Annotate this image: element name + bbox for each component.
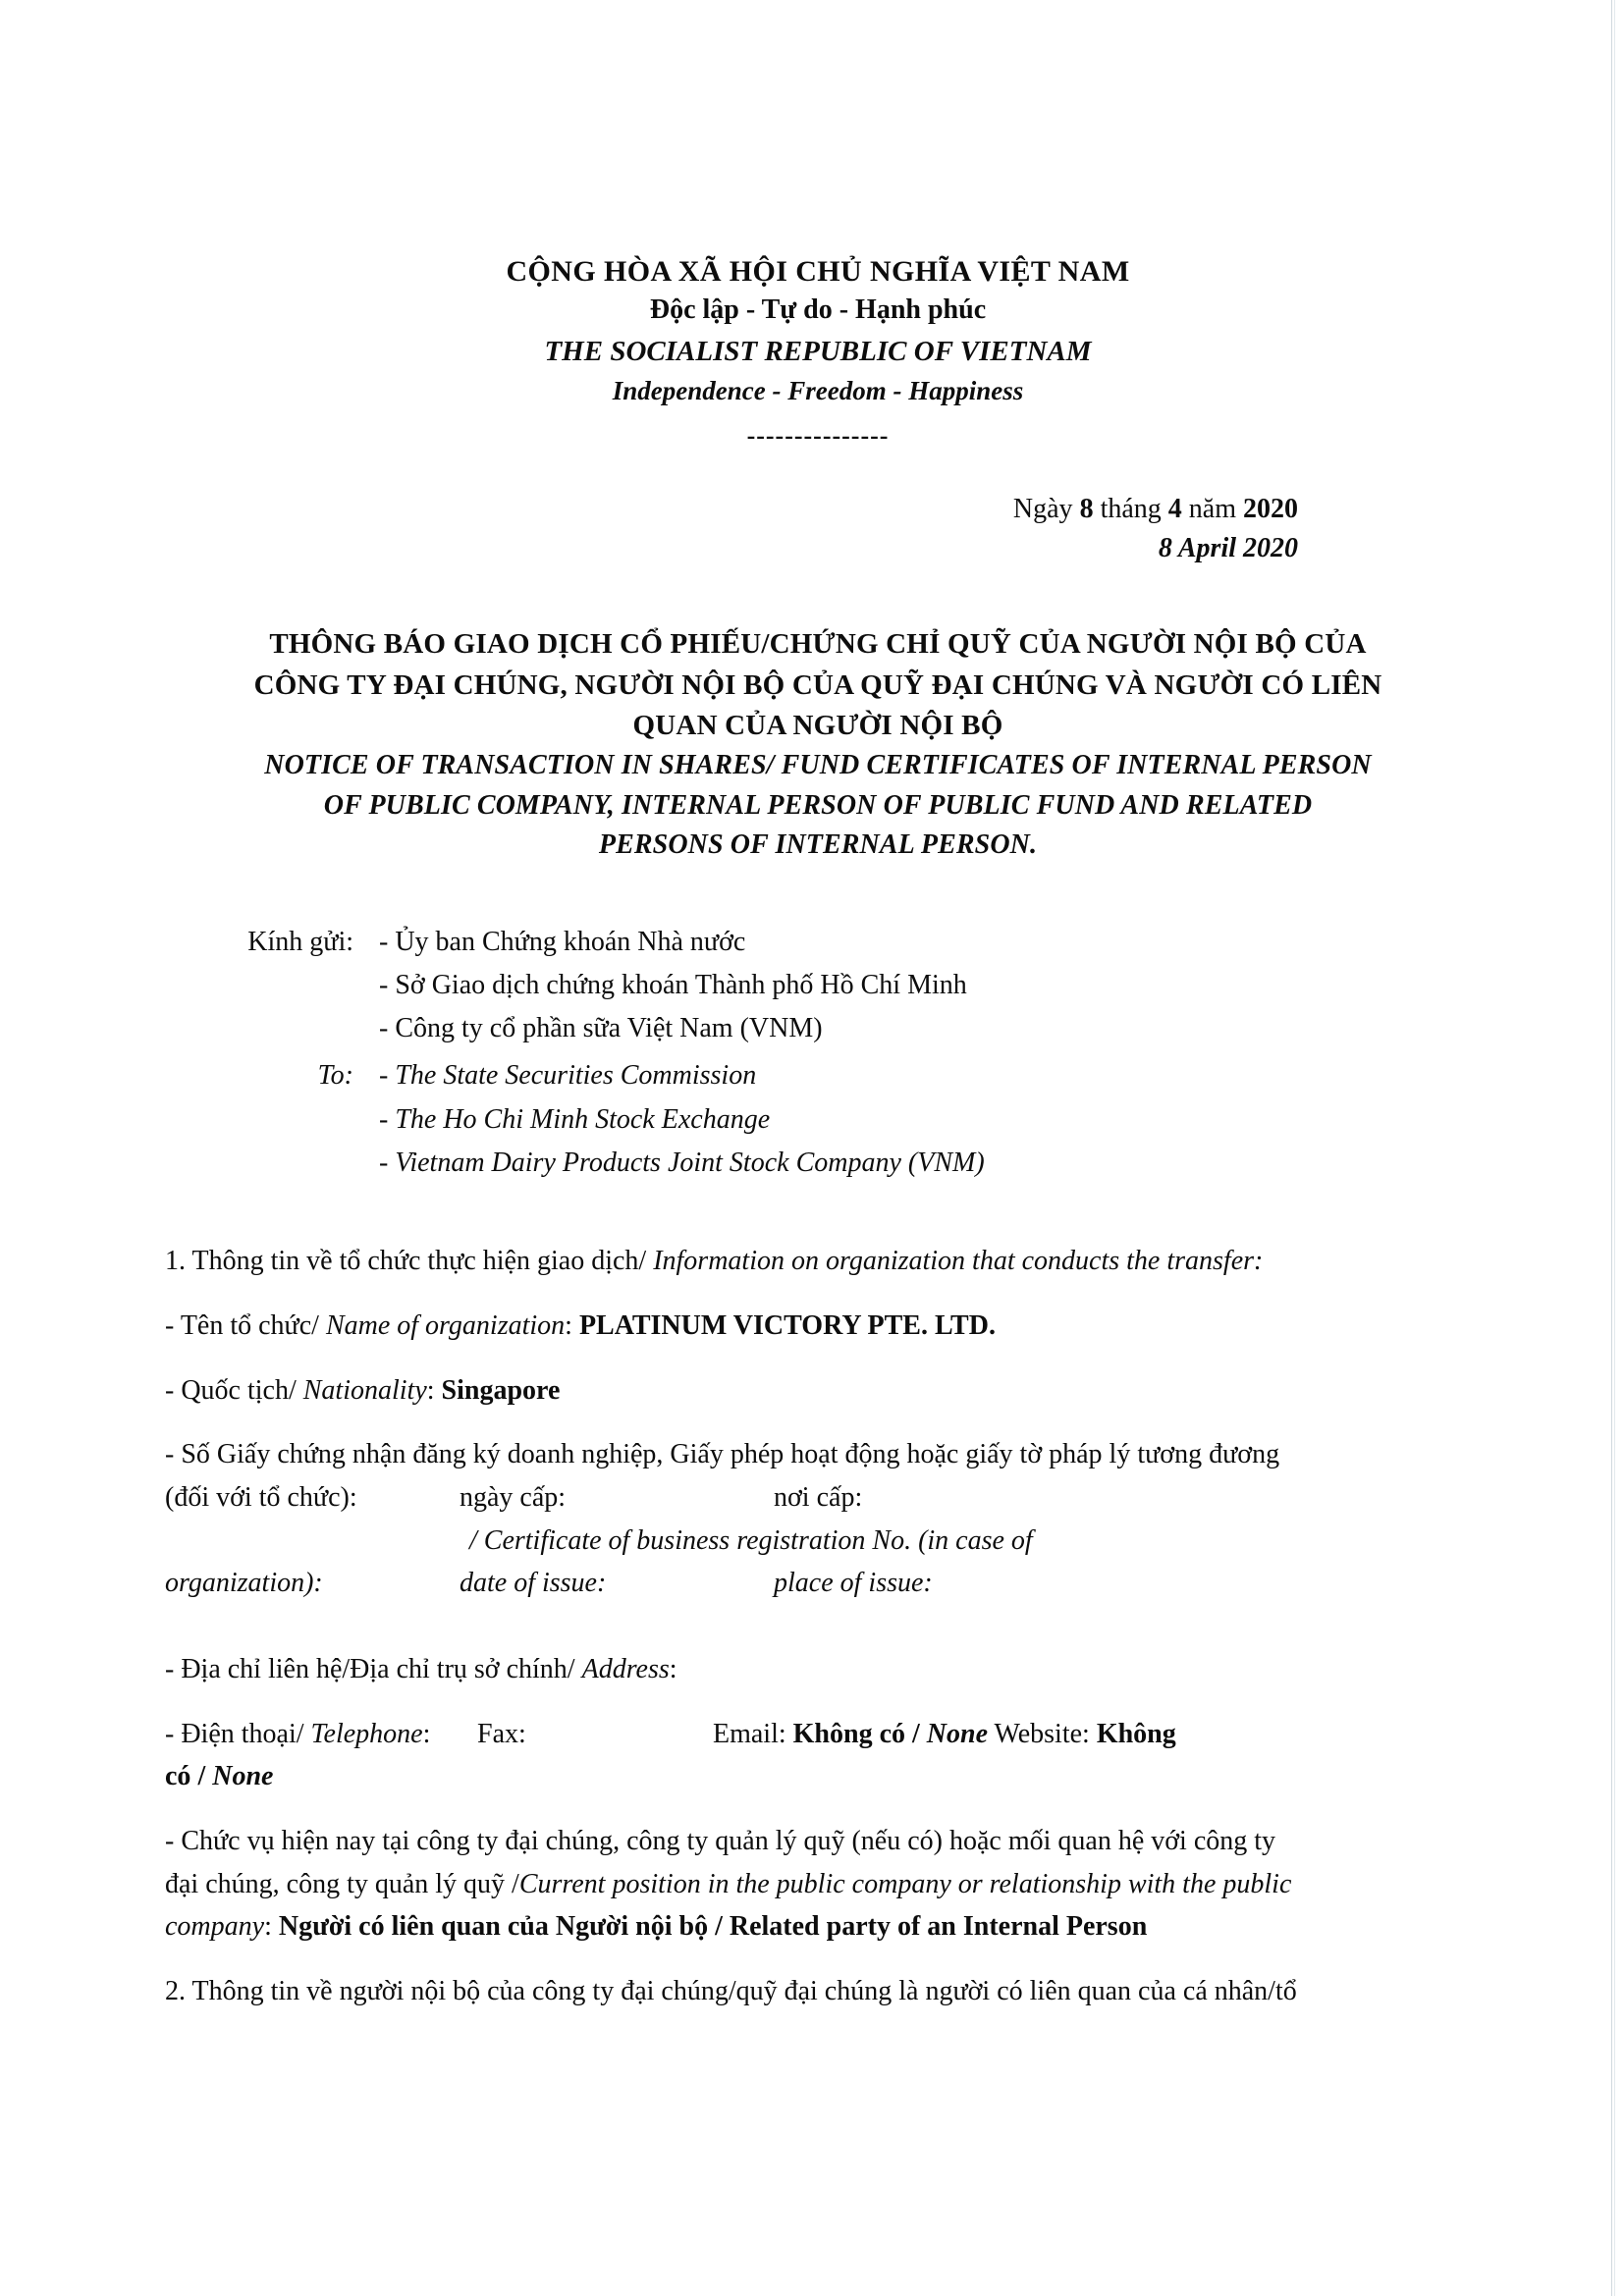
address-line xyxy=(165,1648,1471,1691)
date-day: 8 xyxy=(1079,493,1094,524)
organization-name-line xyxy=(165,1305,1471,1348)
registration-en-place-label: place of issue: xyxy=(774,1568,933,1599)
position-value-line xyxy=(165,1905,1471,1949)
position-value: Người có liên quan của Người nội bộ / Related party of an Internal Person xyxy=(278,1911,1148,1943)
national-header xyxy=(165,253,1471,449)
organization-name-label-en: Name of organization xyxy=(325,1309,566,1341)
website-value-vi-cont: có xyxy=(165,1761,191,1792)
registration-vi-fields-row xyxy=(165,1476,1471,1520)
email-separator: / xyxy=(905,1718,927,1749)
telephone-colon: : xyxy=(422,1718,431,1749)
title-en-line-1: NOTICE OF TRANSACTION IN SHARES/ FUND CERTIFICATES OF INTERNAL PERSON xyxy=(264,750,1372,780)
recipients-english xyxy=(165,1054,1471,1185)
registration-vi-line-1: - Số Giấy chứng nhận đăng ký doanh nghiệp, Giấy phép hoạt động hoặc giấy tờ pháp lý tương đương xyxy=(165,1439,1280,1470)
date-vi-prefix: Ngày xyxy=(1012,493,1080,524)
section-1-heading xyxy=(165,1240,1471,1283)
country-name-en: THE SOCIALIST REPUBLIC OF VIETNAM xyxy=(544,335,1092,367)
registration-vi-place-label: nơi cấp: xyxy=(774,1481,863,1513)
recipient-vi-1: - Ủy ban Chứng khoán Nhà nước xyxy=(379,926,746,957)
registration-en-org-label: organization): xyxy=(165,1568,323,1599)
recipients-vietnamese xyxy=(165,921,1471,1051)
title-vi-line-3: QUAN CỦA NGƯỜI NỘI BỘ xyxy=(632,709,1003,741)
address-label-en: Address xyxy=(581,1653,670,1684)
nationality-label-vi: - Quốc tịch/ xyxy=(165,1374,303,1406)
organization-name-colon: : xyxy=(565,1309,579,1341)
telephone-label-en: Telephone xyxy=(310,1718,423,1749)
address-colon: : xyxy=(669,1653,677,1684)
telephone-label-vi: - Điện thoại/ xyxy=(165,1718,311,1749)
recipients-vi-row xyxy=(165,921,1471,1051)
document-title xyxy=(165,624,1471,865)
address-label-vi: - Địa chỉ liên hệ/Địa chỉ trụ sở chính/ xyxy=(165,1653,582,1684)
position-line-1: - Chức vụ hiện nay tại công ty đại chúng, công ty quản lý quỹ (nếu có) hoặc mối quan hệ với công ty xyxy=(165,1825,1276,1856)
date-block xyxy=(165,490,1471,568)
recipients-en-row xyxy=(165,1054,1471,1185)
registration-vi-date-label: ngày cấp: xyxy=(460,1481,567,1513)
recipients-en-items xyxy=(379,1054,1471,1185)
scan-edge-line-secondary xyxy=(1614,0,1615,2296)
email-website-field xyxy=(713,1713,1471,1756)
recipients-block xyxy=(165,921,1471,1185)
title-vi-line-2: CÔNG TY ĐẠI CHÚNG, NGƯỜI NỘI BỘ CỦA QUỸ ĐẠI CHÚNG VÀ NGƯỜI CÓ LIÊN xyxy=(253,668,1382,701)
registration-vi-org-label: (đối với tổ chức): xyxy=(165,1481,357,1513)
contact-row xyxy=(165,1713,1471,1756)
section-1-heading-vi: 1. Thông tin về tổ chức thực hiện giao dịch/ xyxy=(165,1246,654,1277)
motto-vi: Độc lập - Tự do - Hạnh phúc xyxy=(649,294,987,326)
date-month: 4 xyxy=(1167,493,1182,524)
nationality-label-en: Nationality xyxy=(302,1374,427,1406)
organization-name-label-vi: - Tên tổ chức/ xyxy=(165,1309,326,1341)
date-year: 2020 xyxy=(1243,493,1298,524)
country-name-vi: CỘNG HÒA XÃ HỘI CHỦ NGHĨA VIỆT NAM xyxy=(506,255,1130,288)
motto-en: Independence - Freedom - Happiness xyxy=(612,376,1024,406)
scan-edge-line xyxy=(1611,0,1612,2296)
email-value-vi: Không có xyxy=(792,1718,906,1749)
registration-en-fields-row xyxy=(165,1562,1471,1605)
recipient-vi-3: - Công ty cổ phần sữa Việt Nam (VNM) xyxy=(379,1013,823,1044)
date-vi-mid1: tháng xyxy=(1093,493,1168,524)
organization-name-value: PLATINUM VICTORY PTE. LTD. xyxy=(578,1309,996,1341)
header-dashed-separator: --------------- xyxy=(746,420,890,450)
registration-en-date-label: date of issue: xyxy=(460,1568,607,1599)
title-en-line-2: OF PUBLIC COMPANY, INTERNAL PERSON OF PUBLIC FUND AND RELATED xyxy=(323,789,1313,821)
website-separator: / xyxy=(190,1761,213,1792)
website-continuation-line xyxy=(165,1755,1471,1798)
recipient-en-2: - The Ho Chi Minh Stock Exchange xyxy=(379,1103,771,1135)
nationality-colon: : xyxy=(426,1374,442,1406)
position-label-vi-cont: đại chúng, công ty quản lý quỹ / xyxy=(165,1868,519,1899)
telephone-field xyxy=(165,1713,477,1756)
position-colon: : xyxy=(264,1911,279,1943)
section-2-heading: 2. Thông tin về người nội bộ của công ty đại chúng/quỹ đại chúng là người có liên quan của cá nhân/tổ xyxy=(165,1975,1297,2006)
recipient-vi-2: - Sở Giao dịch chứng khoán Thành phố Hồ Chí Minh xyxy=(379,970,967,1001)
section-1-heading-en: Information on organization that conducts the transfer: xyxy=(653,1246,1264,1277)
nationality-line xyxy=(165,1369,1471,1413)
nationality-value: Singapore xyxy=(441,1374,561,1406)
position-label-en-cont: company xyxy=(165,1911,265,1943)
email-value-en: None xyxy=(926,1718,989,1749)
position-line-2 xyxy=(165,1863,1471,1906)
website-label: Website: xyxy=(988,1718,1097,1749)
recipient-en-3: - Vietnam Dairy Products Joint Stock Company (VNM) xyxy=(379,1147,985,1178)
spacer-after-registration xyxy=(165,1605,1471,1648)
date-english: 8 April 2020 xyxy=(1158,532,1298,563)
recipients-en-label: To: xyxy=(317,1060,353,1092)
date-vi-mid2: năm xyxy=(1181,493,1243,524)
registration-en-line-1: / Certificate of business registration No. (in case of xyxy=(469,1524,1033,1556)
title-vi-line-1: THÔNG BÁO GIAO DỊCH CỔ PHIẾU/CHỨNG CHỈ QUỸ CỦA NGƯỜI NỘI BỘ CỦA xyxy=(269,628,1367,661)
recipients-vi-label: Kính gửi: xyxy=(247,926,353,957)
website-value-en: None xyxy=(212,1761,274,1792)
fax-field: Fax: xyxy=(477,1718,526,1749)
email-label: Email: xyxy=(713,1718,793,1749)
recipient-en-1: - The State Securities Commission xyxy=(379,1060,757,1092)
title-en-line-3: PERSONS OF INTERNAL PERSON. xyxy=(598,829,1038,861)
document-content xyxy=(165,0,1471,2035)
date-vietnamese xyxy=(165,490,1298,529)
recipients-vi-items xyxy=(379,921,1471,1051)
position-label-en: Current position in the public company or relationship with the public xyxy=(518,1868,1292,1899)
body-block xyxy=(165,1240,1471,2012)
website-value-vi: Không xyxy=(1096,1718,1176,1749)
